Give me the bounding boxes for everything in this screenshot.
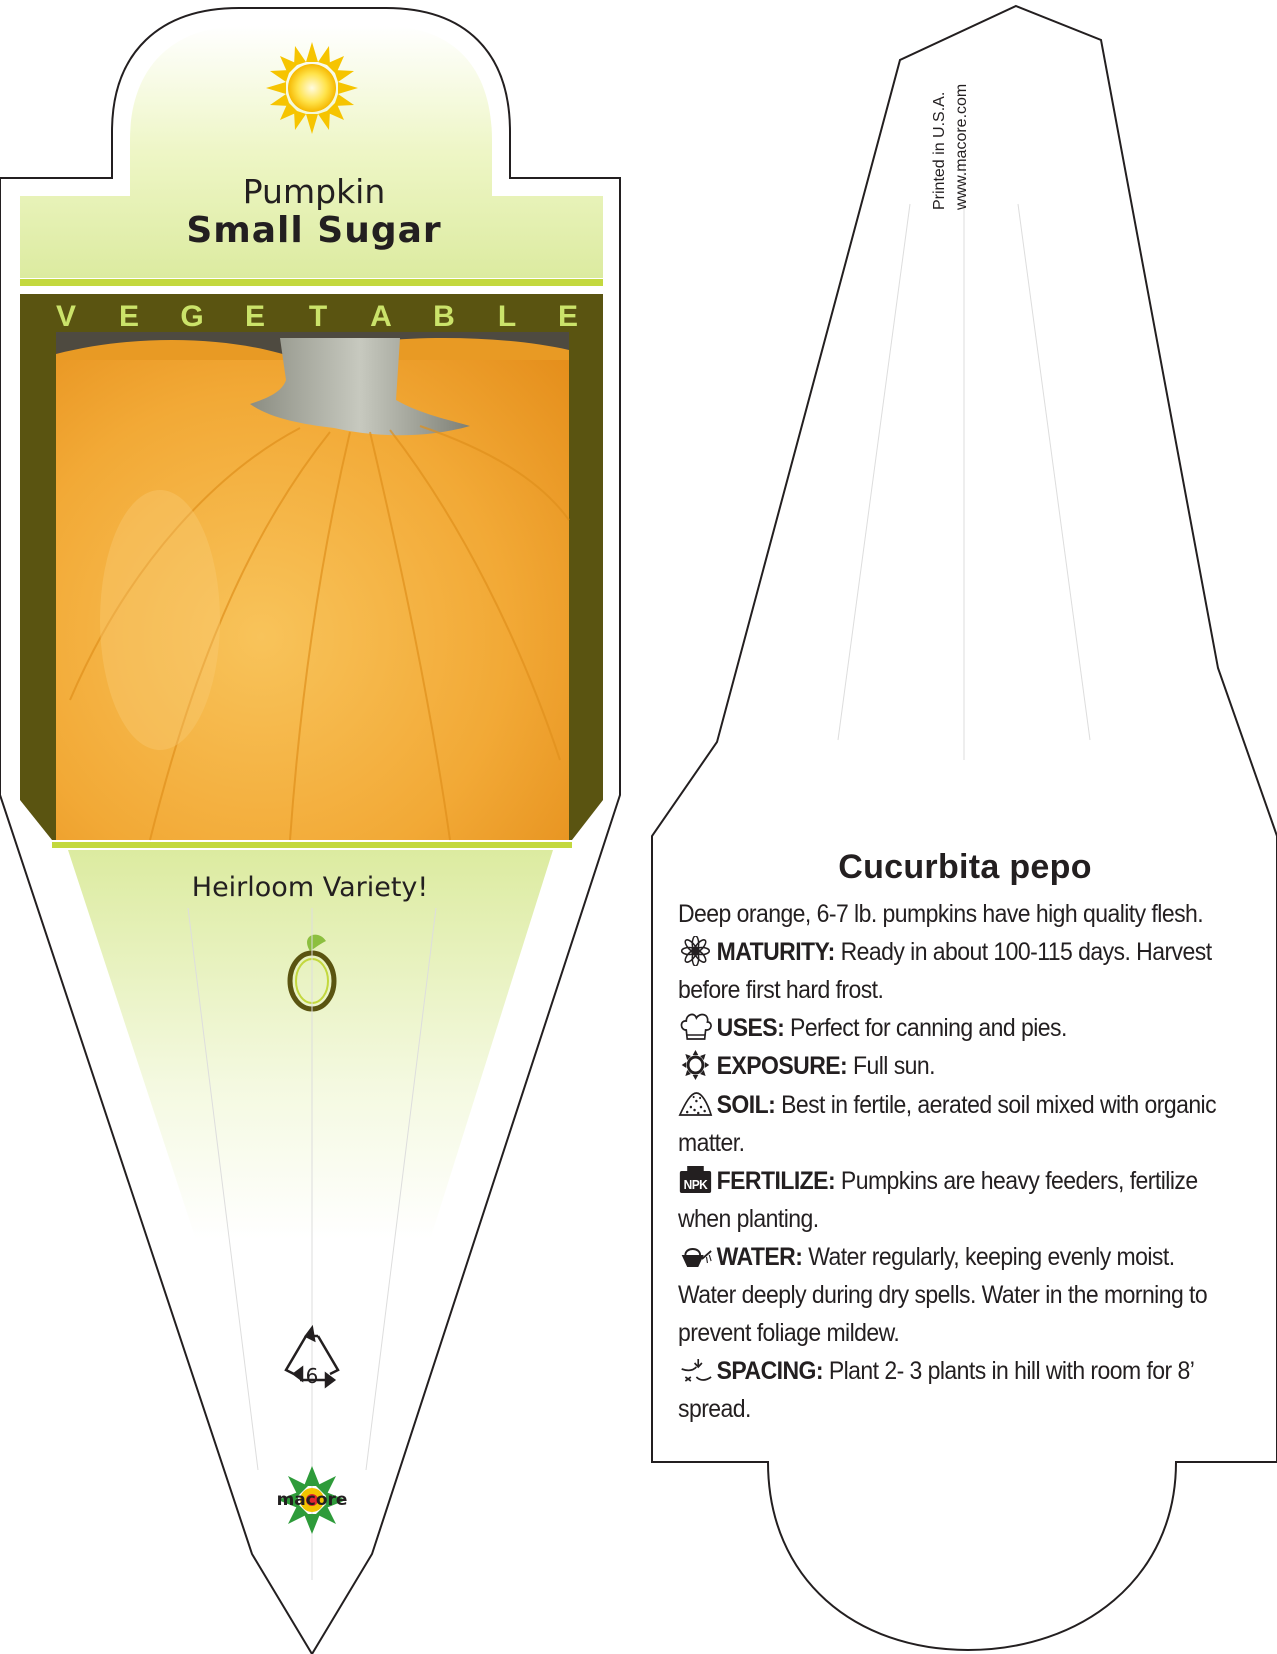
description: Deep orange, 6-7 lb. pumpkins have high quality flesh. [678,900,1204,928]
npk-label: NPK [683,1177,708,1193]
printed-in-label: Printed in U.S.A. [931,91,948,210]
category-letter: E [118,300,139,333]
watering-can-icon [678,1241,713,1271]
common-name: Pumpkin [242,172,386,211]
website-link[interactable]: www.macore.com [953,83,970,210]
tagline: Heirloom Variety! [191,872,429,903]
care-row-uses [678,1009,1216,1047]
care-text: Ready in about 100-115 days. Harvest before first hard frost. [678,938,1212,1004]
sun-outline-icon [678,1050,713,1080]
category-letter: L [497,300,517,333]
care-label: USES: [716,1014,785,1042]
care-label: WATER: [716,1243,803,1271]
care-label: SOIL: [716,1091,776,1119]
care-text: Best in fertile, aerated soil mixed with organic matter. [678,1091,1217,1157]
care-row-exposure [678,1047,1216,1085]
variety-name: Small Sugar [186,210,442,251]
care-text: Perfect for canning and pies. [790,1014,1067,1042]
print-info [925,50,970,220]
spacing-arrows-icon [678,1355,713,1385]
care-row-soil [678,1086,1216,1162]
category-letter: V [55,300,76,333]
care-label: MATURITY: [716,938,835,966]
care-label: EXPOSURE: [716,1052,848,1080]
soil-pile-icon [678,1089,713,1119]
flower-icon [678,936,713,966]
category-letter: E [244,300,265,333]
care-row-water [678,1238,1216,1352]
category-letter: T [308,300,328,333]
care-row-fertilize [678,1162,1216,1238]
care-text: Water regularly, keeping evenly moist. Water deeply during dry spells. Water in the morning to prevent foliage mildew. [678,1243,1208,1347]
care-text: Full sun. [853,1052,935,1080]
care-text: Plant 2- 3 plants in hill with room for 8’ spread. [678,1357,1194,1423]
npk-icon [678,1165,713,1195]
care-text: Pumpkins are heavy feeders, fertilize when planting. [678,1167,1198,1233]
care-label: SPACING: [716,1357,823,1385]
care-row-spacing [678,1352,1216,1428]
chef-hat-icon [678,1012,713,1042]
brand-name: macore [276,1490,348,1510]
category-letter: A [370,300,392,333]
category-letter: G [180,300,204,333]
recycle-number: 6 [305,1364,319,1388]
scientific-name: Cucurbita pepo [838,848,1092,886]
category-letter: E [557,300,578,333]
category-letter: B [433,300,455,333]
care-label: FERTILIZE: [716,1167,836,1195]
care-row-maturity [678,933,1216,1009]
